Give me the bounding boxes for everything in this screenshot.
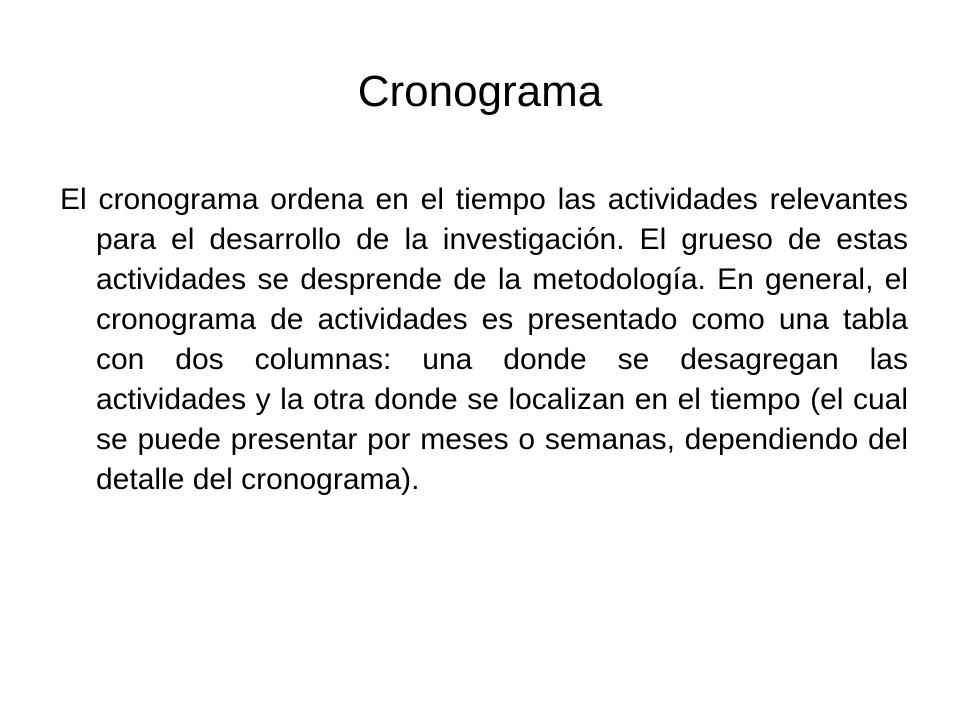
slide-body-text: El cronograma ordena en el tiempo las actividades relevantes para el desarrollo de la investigación. El grueso de estas actividades se desprende de la metodología. En general, el cronograma de actividades es presentado como una tabla con dos columnas: una donde se desagregan las actividades y la otra donde se localizan en el tiempo (el cual se puede presentar por meses o semanas, dependiendo del detalle del cronograma). <box>60 183 908 496</box>
slide-title: Cronograma <box>357 67 603 116</box>
